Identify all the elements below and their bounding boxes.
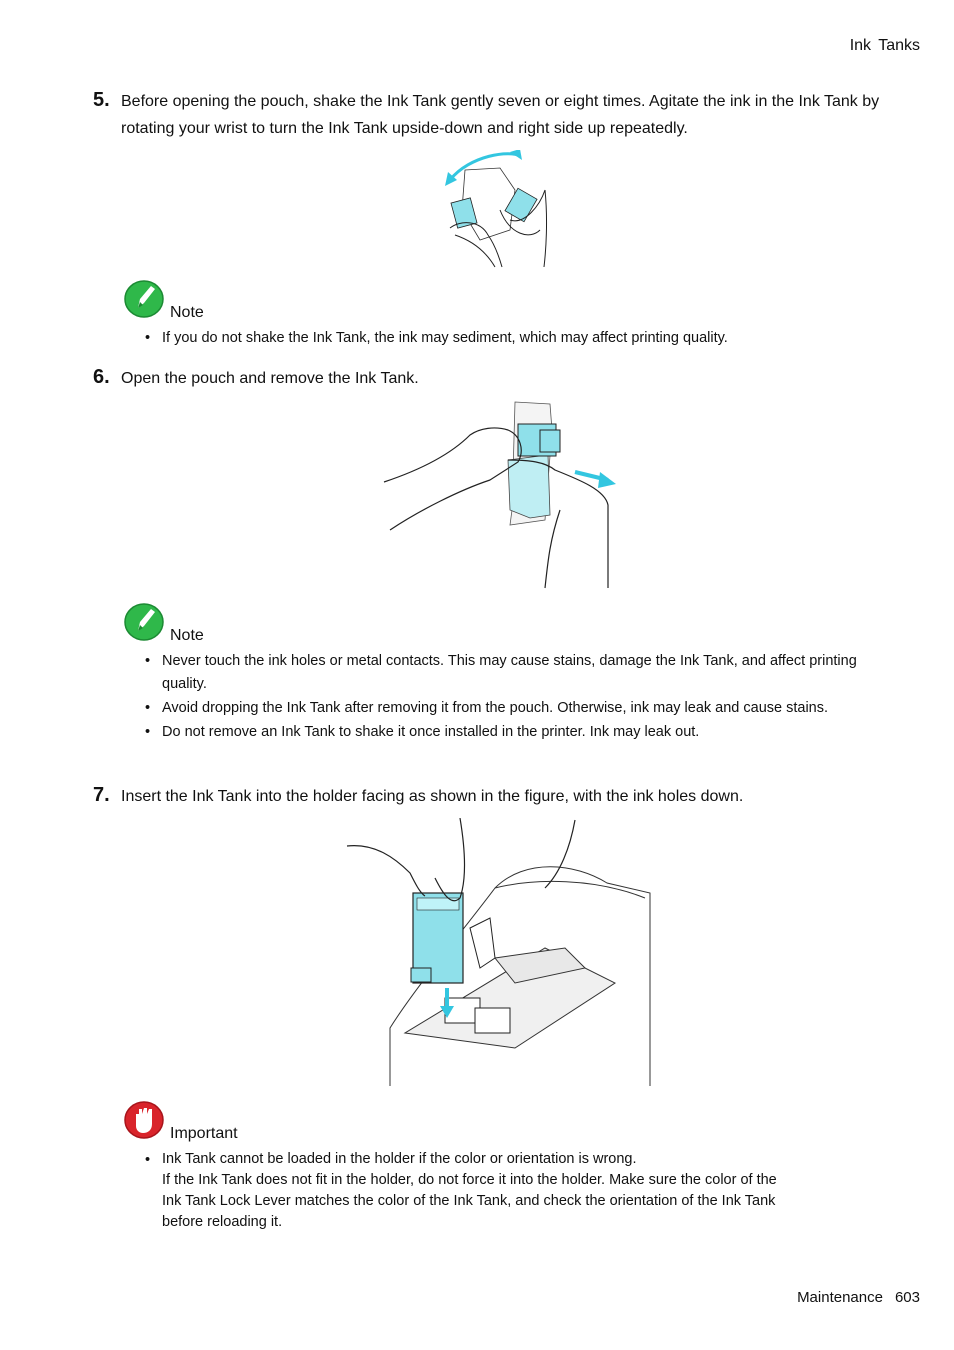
stop-hand-icon xyxy=(124,1100,166,1140)
shake-ink-tank-illustration xyxy=(440,150,556,268)
step-text: Before opening the pouch, shake the Ink Tank gently seven or eight times. Agitate the ink in the Ink Tank by rotating your wrist to turn the Ink Tank upside-down and right side up repeatedly. xyxy=(121,93,880,137)
note-title: Note xyxy=(170,627,204,644)
note-item: • Do not remove an Ink Tank to shake it once installed in the printer. Ink may leak out. xyxy=(145,724,700,740)
running-header: Ink Tanks xyxy=(849,37,920,54)
footer-chapter: Maintenance xyxy=(797,1289,883,1306)
note-item: • Avoid dropping the Ink Tank after removing it from the pouch. Otherwise, ink may leak and cause stains. xyxy=(145,700,829,716)
important-item: • Ink Tank cannot be loaded in the holder if the color or orientation is wrong. If the Ink Tank does not fit in the holder, do not force it into the holder. Make sure the color of the Ink Tank Lock Lever matches the color of the Ink Tank, and check the orientation of the Ink Tank before reloading it. xyxy=(145,1151,777,1230)
step-text: Open the pouch and remove the Ink Tank. xyxy=(121,370,419,387)
remove-ink-tank-illustration xyxy=(380,400,620,590)
insert-ink-tank-illustration xyxy=(345,818,655,1088)
note-title: Note xyxy=(170,304,204,321)
step-number: 5. xyxy=(93,89,110,111)
page-number: 603 xyxy=(894,1289,920,1306)
important-title: Important xyxy=(170,1125,238,1142)
pencil-note-icon xyxy=(124,279,166,319)
step-number: 7. xyxy=(93,784,110,806)
note-item: • If you do not shake the Ink Tank, the ink may sediment, which may affect printing quality. xyxy=(145,330,728,346)
pencil-note-icon xyxy=(124,602,166,642)
important-list xyxy=(145,1149,865,1234)
step-text: Insert the Ink Tank into the holder facing as shown in the figure, with the ink holes down. xyxy=(121,788,744,805)
note-list xyxy=(145,650,865,745)
step-number: 6. xyxy=(93,366,110,388)
page-footer xyxy=(785,1289,920,1306)
note-item: • Never touch the ink holes or metal contacts. This may cause stains, damage the Ink Tank, and affect printing quality. xyxy=(145,653,857,692)
note-list xyxy=(145,327,865,351)
